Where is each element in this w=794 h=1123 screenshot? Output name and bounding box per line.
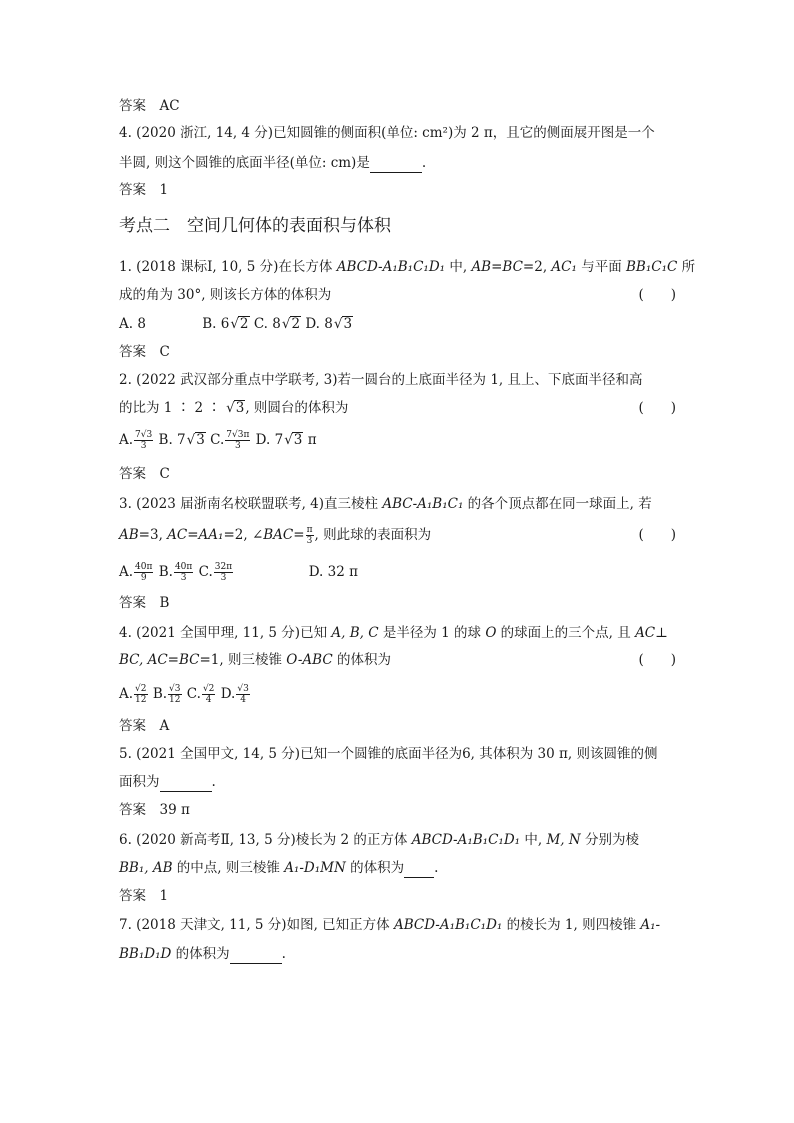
option-a: A. $\frac{√2}{12}$ (119, 684, 147, 705)
option-d: D. 7√ 3 π (256, 432, 317, 448)
section-heading: 考点二 空间几何体的表面积与体积 (119, 216, 391, 236)
problem-3-line-2: AB=3, AC=AA₁=2, ∠BAC= $\frac{\pi}{3}$ , 则此球的表面积为 ( ) (119, 525, 676, 546)
problem-3-options (119, 562, 676, 583)
option-c: C. $\frac{√2}{4}$ (186, 684, 215, 705)
problem-5-line-1: 5. (2021 全国甲文, 14, 5 分)已知一个圆锥的底面半径为6, 其体积为 30 π, 则该圆锥的侧 (119, 746, 658, 762)
problem-7-line-2: BB₁D₁D 的体积为 . (119, 946, 286, 962)
answer-3: 答案 AC (119, 98, 180, 114)
question-4-line-1: 4. (2020 浙江, 14, 4 分)已知圆锥的侧面积(单位: cm²)为 2 π，且它的侧面展开图是一个 (119, 125, 655, 141)
answer-paren: ( ) (638, 652, 676, 668)
answer-blank (404, 863, 434, 878)
answer-blank (370, 158, 422, 173)
problem-1-answer: 答案 C (119, 344, 170, 360)
option-c: C. 8√ 2 (254, 316, 301, 332)
problem-4-answer: 答案 A (119, 718, 170, 734)
problem-3-answer: 答案 B (119, 595, 170, 611)
problem-2-answer: 答案 C (119, 466, 170, 482)
answer-blank (160, 777, 212, 792)
option-d: D. 32 π (308, 564, 358, 580)
option-a: A. $\frac{7√3}{3}$ (119, 430, 153, 451)
problem-4-line-2: BC, AC=BC=1, 则三棱锥 O-ABC 的体积为 ( ) (119, 652, 676, 668)
option-b: B. $\frac{40\pi}{3}$ (158, 562, 193, 583)
problem-2-line-1: 2. (2022 武汉部分重点中学联考, 3)若一圆台的上底面半径为 1, 且上、下底面半径和高 (119, 372, 643, 388)
problem-3-line-1: 3. (2023 届浙南名校联盟联考, 4)直三棱柱 ABC-A₁B₁C₁ 的各个顶点都在同一球面上, 若 (119, 496, 652, 512)
option-d: D. $\frac{√3}{4}$ (220, 684, 249, 705)
problem-1-line-2: 成的角为 30°, 则该长方体的体积为 ( ) (119, 287, 676, 303)
problem-4-options (119, 684, 676, 705)
problem-6-line-2: BB₁, AB 的中点, 则三棱锥 A₁-D₁MN 的体积为 . (119, 860, 439, 876)
option-b: B. $\frac{√3}{12}$ (152, 684, 181, 705)
answer-paren: ( ) (638, 527, 676, 543)
option-a: A. $\frac{40\pi}{9}$ (119, 562, 153, 583)
question-4-line-2: 半圆, 则这个圆锥的底面半径(单位: cm)是 . (119, 155, 427, 171)
option-b: B. 7√ 3 (159, 432, 206, 448)
option-c: C. $\frac{32\pi}{3}$ (198, 562, 233, 583)
option-b: B. 6√ 2 (202, 316, 249, 332)
option-d: D. 8√ 3 (305, 316, 353, 332)
answer-paren: ( ) (638, 287, 676, 303)
problem-1-line-1: 1. (2018 课标Ⅰ, 10, 5 分)在长方体 ABCD-A₁B₁C₁D₁ 中, AB=BC=2, AC₁ 与平面 BB₁C₁C 所 (119, 259, 696, 275)
option-a: A. 8 (119, 316, 146, 332)
problem-1-options (119, 314, 676, 334)
problem-6-answer: 答案 1 (119, 888, 169, 904)
problem-5-answer: 答案 39 π (119, 802, 190, 818)
answer-4: 答案 1 (119, 182, 169, 198)
problem-2-options (119, 430, 676, 451)
option-c: C. $\frac{7√3\pi}{3}$ (210, 430, 250, 451)
problem-7-line-1: 7. (2018 天津文, 11, 5 分)如图, 已知正方体 ABCD-A₁B₁C₁D₁ 的棱长为 1, 则四棱锥 A₁- (119, 917, 661, 933)
answer-blank (230, 949, 282, 964)
problem-5-line-2: 面积为 . (119, 774, 216, 790)
problem-6-line-1: 6. (2020 新高考Ⅱ, 13, 5 分)棱长为 2 的正方体 ABCD-A₁B₁C₁D₁ 中, M, N 分别为棱 (119, 832, 639, 848)
answer-paren: ( ) (638, 400, 676, 416)
problem-4-line-1: 4. (2021 全国甲理, 11, 5 分)已知 A, B, C 是半径为 1 的球 O 的球面上的三个点, 且 AC⊥ (119, 625, 668, 641)
problem-2-line-2: 的比为 1 ∶ 2 ∶ √ 3, 则圆台的体积为 ( ) (119, 398, 676, 418)
